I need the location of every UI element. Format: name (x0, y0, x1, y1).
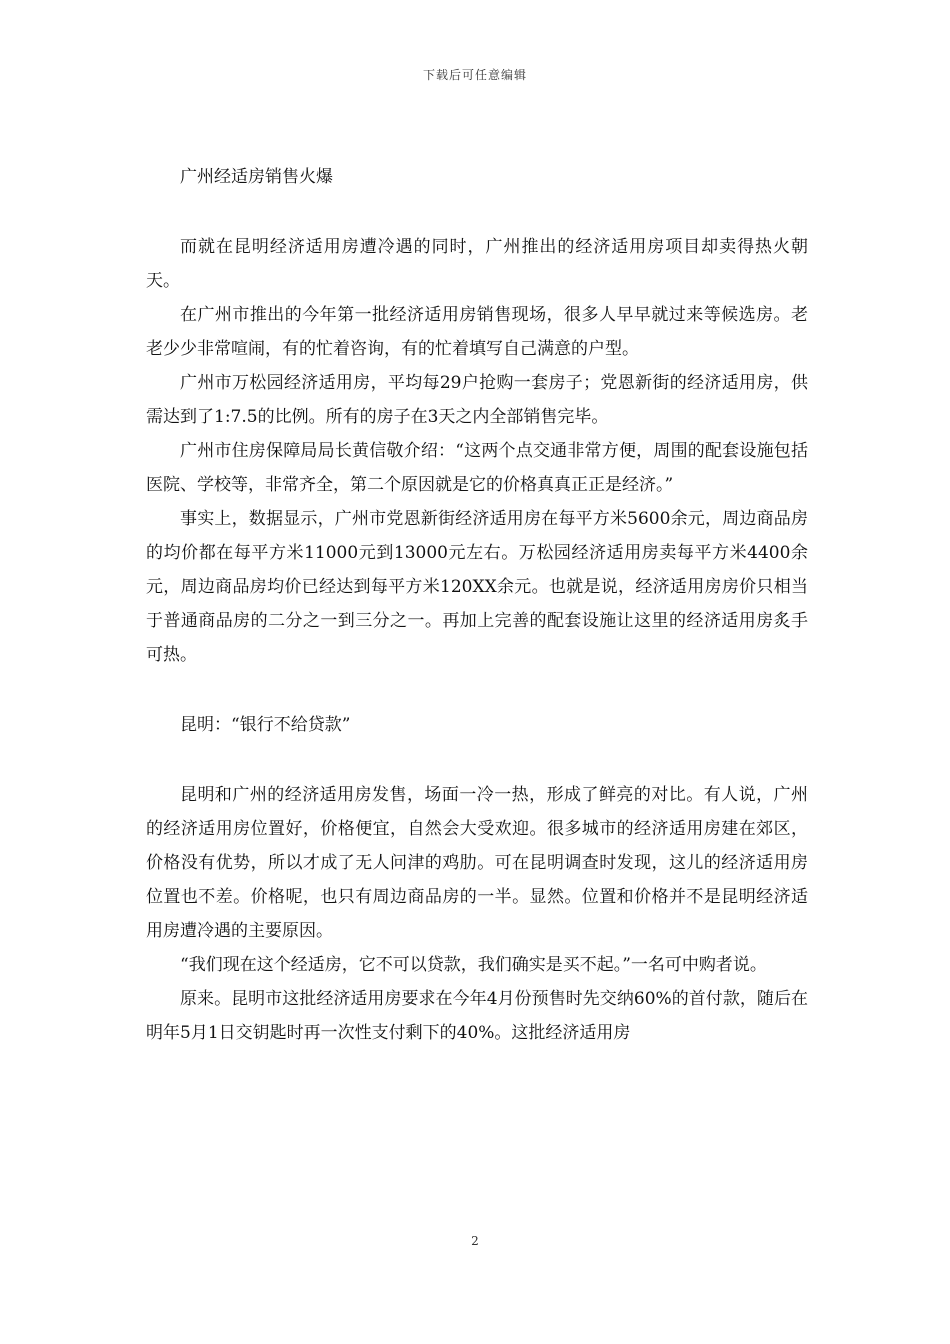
page-header: 下载后可任意编辑 (422, 68, 527, 82)
paragraph: 广州市万松园经济适用房，平均每29户抢购一套房子；党恩新街的经济适用房，供需达到了1:7.5的比例。所有的房子在3天之内全部销售完毕。 (146, 373, 808, 427)
spacer (146, 742, 808, 778)
paragraph: “我们现在这个经适房，它不可以贷款，我们确实是买不起。”一名可中购者说。 (180, 955, 767, 975)
paragraph: 广州市住房保障局局长黄信敬介绍：“这两个点交通非常方便，周围的配套设施包括医院、学校等，非常齐全，第二个原因就是它的价格真真正正是经济。” (146, 441, 808, 495)
section-title: 昆明：“银行不给贷款” (180, 715, 351, 735)
document-body (146, 160, 808, 1050)
paragraph: 原来。昆明市这批经济适用房要求在今年4月份预售时先交纳60%的首付款，随后在明年5月1日交钥匙时再一次性支付剩下的40%。这批经济适用房 (146, 989, 808, 1043)
spacer (146, 194, 808, 230)
page-number: 2 (471, 1234, 479, 1248)
paragraph: 昆明和广州的经济适用房发售，场面一冷一热，形成了鲜亮的对比。有人说，广州的经济适用房位置好，价格便宜，自然会大受欢迎。很多城市的经济适用房建在郊区，价格没有优势，所以才成了无人问津的鸡肋。可在昆明调查时发现，这儿的经济适用房位置也不差。价格呢，也只有周边商品房的一半。显然。位置和价格并不是昆明经济适用房遭冷遇的主要原因。 (146, 785, 808, 941)
paragraph: 事实上，数据显示，广州市党恩新街经济适用房在每平方米5600余元，周边商品房的均价都在每平方米11000元到13000元左右。万松园经济适用房卖每平方米4400余元，周边商品房均价已经达到每平方米120XX余元。也就是说，经济适用房房价只相当于普通商品房的二分之一到三分之一。再加上完善的配套设施让这里的经济适用房炙手可热。 (146, 509, 808, 665)
spacer (146, 672, 808, 708)
section-title: 广州经适房销售火爆 (180, 167, 333, 187)
paragraph: 而就在昆明经济适用房遭冷遇的同时，广州推出的经济适用房项目却卖得热火朝天。 (146, 237, 808, 291)
paragraph: 在广州市推出的今年第一批经济适用房销售现场，很多人早早就过来等候选房。老老少少非常喧闹，有的忙着咨询，有的忙着填写自己满意的户型。 (146, 305, 808, 359)
